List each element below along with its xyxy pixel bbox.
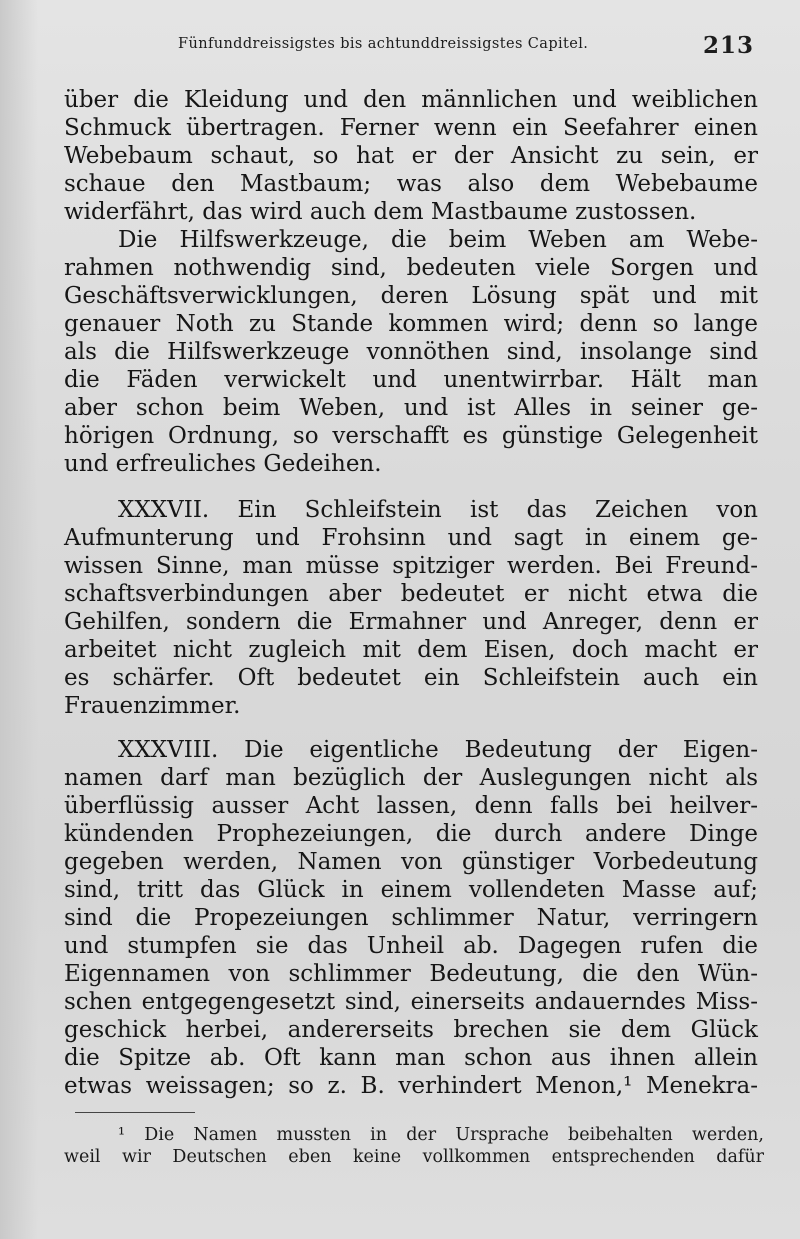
text-line: Aufmunterung und Frohsinn und sagt in einem ge- <box>64 525 758 551</box>
text-line: Frauenzimmer. <box>64 693 241 719</box>
text-line: Webebaum schaut, so hat er der Ansicht zu sein, er <box>64 143 758 169</box>
paragraph-continuation <box>64 86 758 226</box>
text-line: über die Kleidung und den männlichen und weiblichen <box>64 87 758 113</box>
running-title: Fünfunddreissigstes bis achtunddreissigstes Capitel. <box>178 36 589 52</box>
paragraph-hilfswerkzeuge <box>64 226 758 478</box>
text-line: gegeben werden, Namen von günstiger Vorbedeutung <box>64 849 758 875</box>
text-line: widerfährt, das wird auch dem Mastbaume zustossen. <box>64 199 697 225</box>
running-head <box>0 34 800 62</box>
text-line: aber schon beim Weben, und ist Alles in seiner ge- <box>64 395 758 421</box>
text-line: als die Hilfswerkzeuge vonnöthen sind, insolange sind <box>64 339 758 365</box>
text-line: die Fäden verwickelt und unentwirrbar. Hält man <box>64 367 758 393</box>
page-number: 213 <box>702 32 754 59</box>
text-line: überflüssig ausser Acht lassen, denn falls bei heilver- <box>64 793 758 819</box>
footnote-line: weil wir Deutschen eben keine vollkommen entsprechenden dafür <box>64 1147 764 1167</box>
text-line: und erfreuliches Gedeihen. <box>64 451 382 477</box>
text-line: etwas weissagen; so z. B. verhindert Menon,¹ Menekra- <box>64 1073 758 1099</box>
text-line: wissen Sinne, man müsse spitziger werden. Bei Freund- <box>64 553 758 579</box>
text-line: Geschäftsverwicklungen, deren Lösung spät und mit <box>64 283 758 309</box>
text-line: die Spitze ab. Oft kann man schon aus ihnen allein <box>64 1045 758 1071</box>
text-line: rahmen nothwendig sind, bedeuten viele Sorgen und <box>64 255 758 281</box>
text-line: schaftsverbindungen aber bedeutet er nicht etwa die <box>64 581 758 607</box>
text-line: XXXVIII. Die eigentliche Bedeutung der Eigen- <box>118 737 758 763</box>
section-xxxvii <box>64 496 758 720</box>
text-line: kündenden Prophezeiungen, die durch andere Dinge <box>64 821 758 847</box>
text-line: geschick herbei, andererseits brechen sie dem Glück <box>64 1017 758 1043</box>
text-line: hörigen Ordnung, so verschafft es günstige Gelegenheit <box>64 423 758 449</box>
footnotes <box>64 1124 764 1168</box>
text-line: genauer Noth zu Stande kommen wird; denn so lange <box>64 311 758 337</box>
text-line: Eigennamen von schlimmer Bedeutung, die den Wün- <box>64 961 758 987</box>
text-line: sind die Propezeiungen schlimmer Natur, verringern <box>64 905 758 931</box>
text-line: Die Hilfswerkzeuge, die beim Weben am Webe- <box>118 227 758 253</box>
text-line: und stumpfen sie das Unheil ab. Dagegen rufen die <box>64 933 758 959</box>
section-xxxviii <box>64 736 758 1100</box>
text-line: schen entgegengesetzt sind, einerseits andauerndes Miss- <box>64 989 758 1015</box>
text-line: schaue den Mastbaum; was also dem Webebaume <box>64 171 758 197</box>
text-line: es schärfer. Oft bedeutet ein Schleifstein auch ein <box>64 665 758 691</box>
text-line: XXXVII. Ein Schleifstein ist das Zeichen von <box>118 497 758 523</box>
footnote-divider <box>75 1112 195 1113</box>
text-line: sind, tritt das Glück in einem vollendeten Masse auf; <box>64 877 758 903</box>
text-line: arbeitet nicht zugleich mit dem Eisen, doch macht er <box>64 637 758 663</box>
text-line: Gehilfen, sondern die Ermahner und Anreger, denn er <box>64 609 758 635</box>
footnote-line: ¹ Die Namen mussten in der Ursprache beibehalten werden, <box>118 1125 764 1145</box>
text-line: namen darf man bezüglich der Auslegungen nicht als <box>64 765 758 791</box>
text-line: Schmuck übertragen. Ferner wenn ein Seefahrer einen <box>64 115 758 141</box>
